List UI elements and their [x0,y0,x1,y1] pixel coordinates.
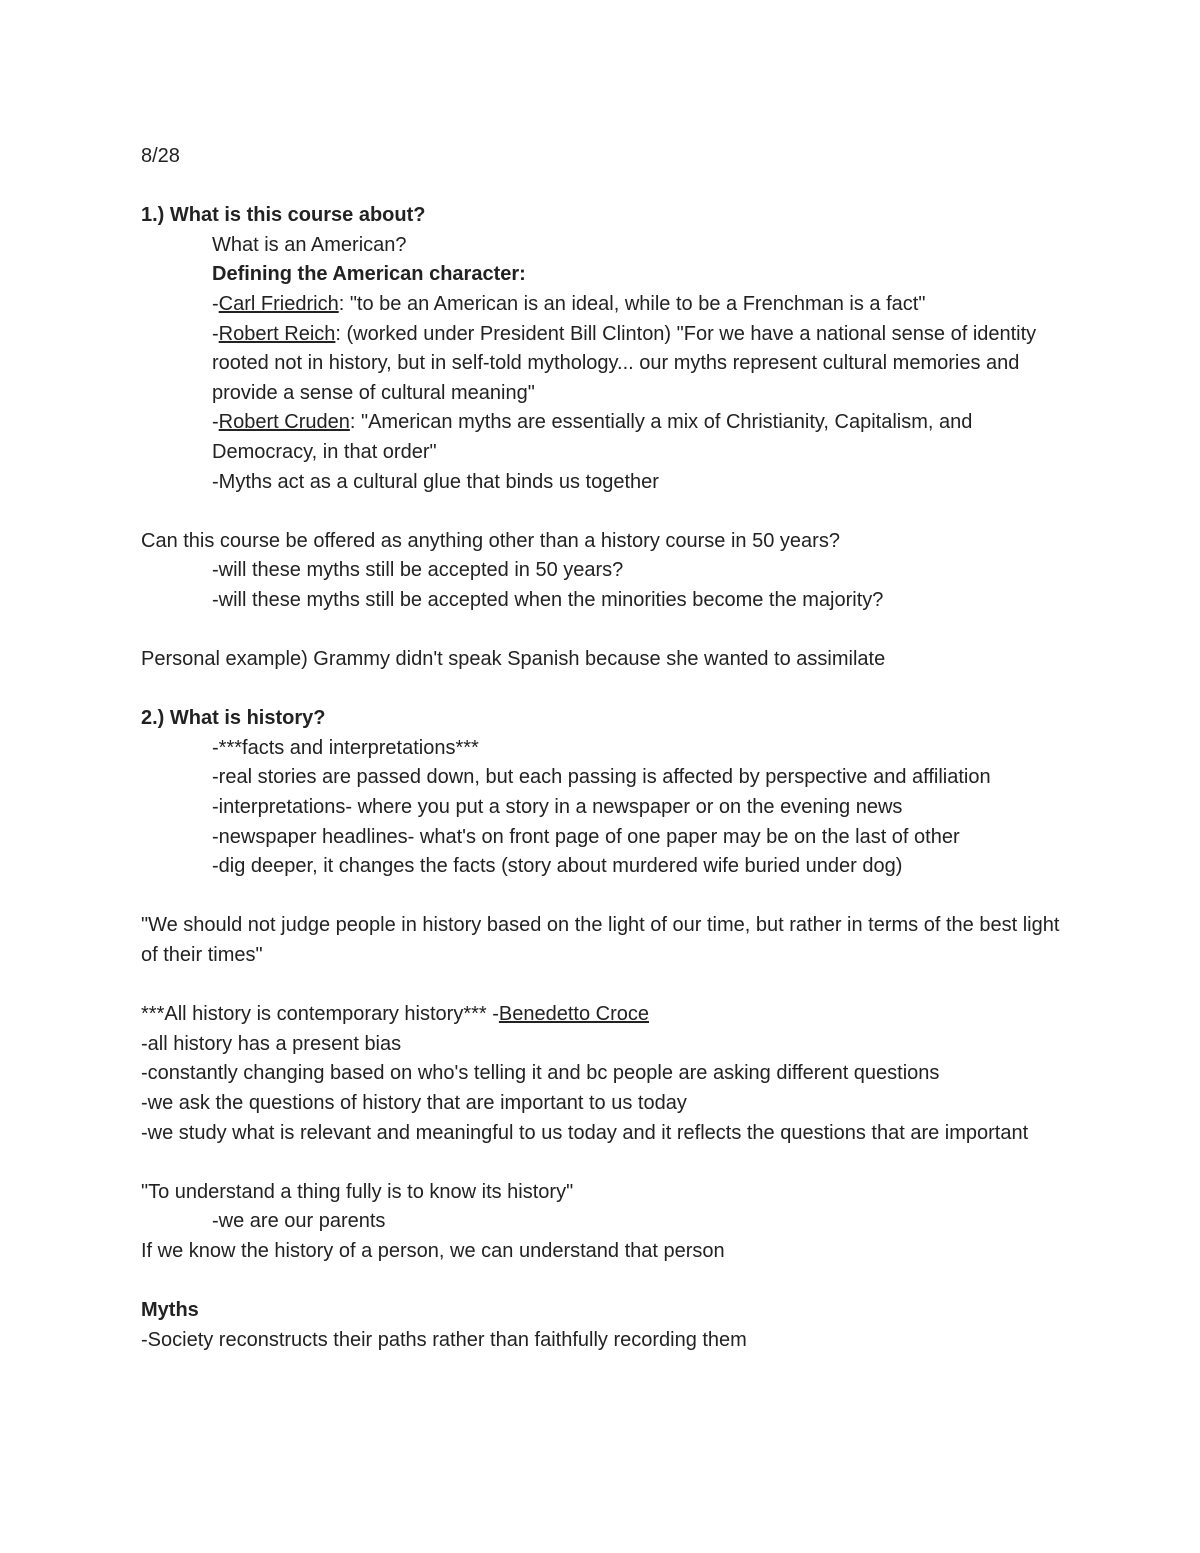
quote-understand: "To understand a thing fully is to know its history" [141,1180,574,1203]
section-heading-myths: Myths [141,1299,199,1322]
spacer [141,172,1061,202]
list-item: -will these myths still be accepted in 50 years? [212,559,624,582]
note-person-history: If we know the history of a person, we can understand that person [141,1239,725,1262]
quote-text: : (worked under President Bill Clinton) "For we have a national sense of identity rooted not in history, but in self-told mythology... our myths represent cultural memories and provide a sense of cultural meaning" [212,322,1037,404]
personal-example: Personal example) Grammy didn't speak Spanish because she wanted to assimilate [141,648,886,671]
note-cultural-glue: -Myths act as a cultural glue that binds us together [212,470,659,493]
dash: - [212,292,219,315]
course-question: Can this course be offered as anything other than a history course in 50 years? [141,529,840,552]
quote-judge-history: "We should not judge people in history based on the light of our time, but rather in terms of the best light of their times" [141,914,1060,967]
spacer [141,497,1061,527]
spacer [141,675,1061,705]
list-item: -newspaper headlines- what's on front page of one paper may be on the last of other [212,825,960,848]
list-item: -dig deeper, it changes the facts (story about murdered wife buried under dog) [212,855,903,878]
quote-text: : "American myths are essentially a mix of Christianity, Capitalism, and Democracy, in that order" [212,411,973,463]
list-item: -***facts and interpretations*** [212,736,479,759]
date-label: 8/28 [141,145,180,167]
list-item: -real stories are passed down, but each passing is affected by perspective and affiliation [212,766,991,789]
quote-text: : "to be an American is an ideal, while to be a Frenchman is a fact" [338,292,926,315]
dash: - [212,322,219,345]
spacer [141,616,1061,646]
subheading-american-character: Defining the American character: [212,263,526,286]
list-item: -interpretations- where you put a story in a newspaper or on the evening news [212,796,903,819]
spacer [141,1267,1061,1297]
list-item: -constantly changing based on who's telling it and bc people are asking different questions [141,1062,940,1085]
spacer [141,1148,1061,1178]
list-item: -will these myths still be accepted when the minorities become the majority? [212,588,884,611]
section-heading-course: 1.) What is this course about? [141,204,426,227]
list-item: -all history has a present bias [141,1032,402,1055]
question-american: What is an American? [212,233,407,256]
quote-reich [141,320,1061,409]
quote-text: ***All history is contemporary history*** - [141,1003,499,1026]
list-item: -we ask the questions of history that are important to us today [141,1092,687,1114]
quote-croce [141,1000,1061,1030]
list-item: -we study what is relevant and meaningful to us today and it reflects the questions that are important [141,1121,1029,1144]
dash: - [212,411,219,434]
quote-cruden [141,408,1061,467]
quote-friedrich [141,290,1061,320]
list-item: -we are our parents [212,1210,386,1233]
spacer [141,882,1061,912]
author-cruden: Robert Cruden [218,411,350,434]
section-heading-history: 2.) What is history? [141,707,326,730]
document-body [141,142,1061,1355]
author-reich: Robert Reich [218,322,336,345]
author-croce: Benedetto Croce [498,1003,650,1026]
spacer [141,971,1061,1001]
list-item: -Society reconstructs their paths rather than faithfully recording them [141,1328,747,1351]
author-friedrich: Carl Friedrich [218,292,339,315]
